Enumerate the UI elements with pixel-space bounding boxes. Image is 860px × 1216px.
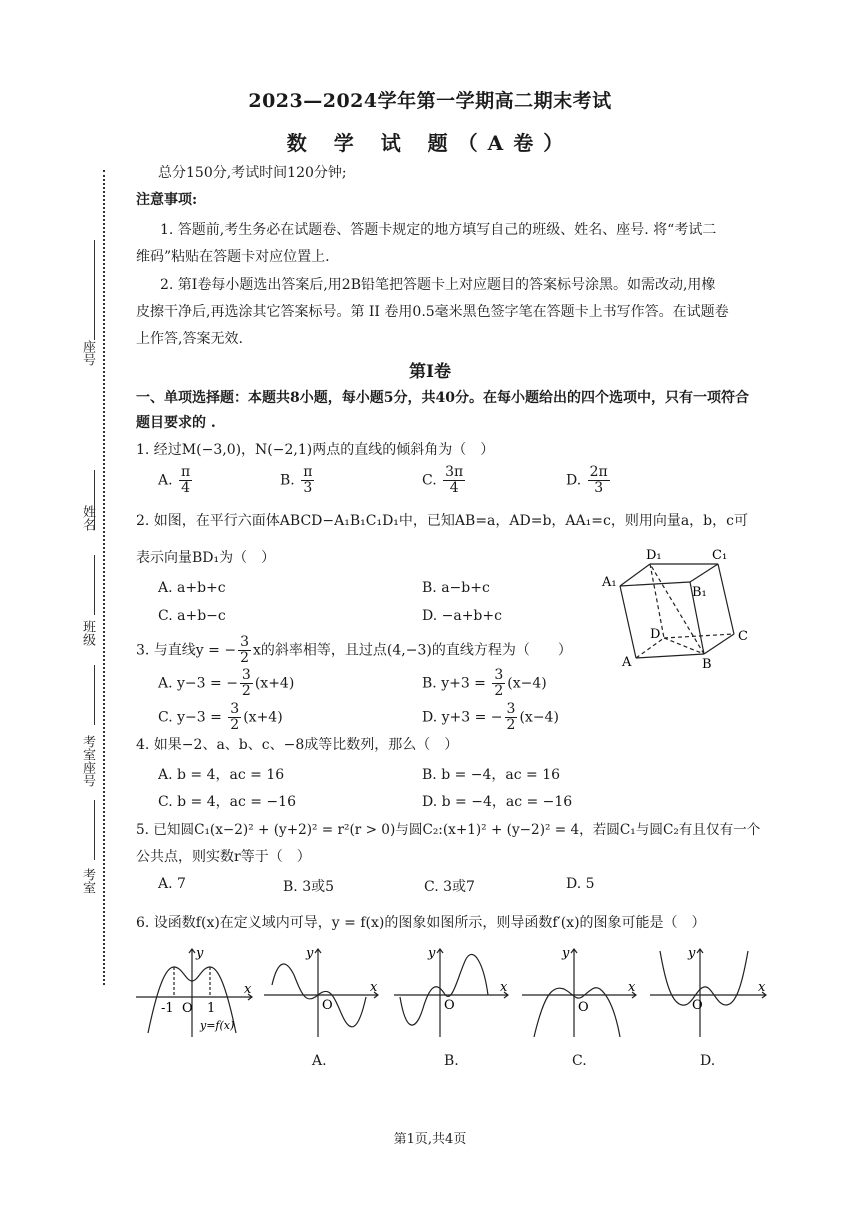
q4-option-a: A. b = 4，ac = 16 <box>158 767 285 783</box>
parallelepiped-figure <box>598 546 758 676</box>
notice-heading: 注意事项: <box>136 192 198 208</box>
q2-option-b: B. a−b+c <box>422 580 490 596</box>
notice-item2-line1: 2. 第Ⅰ卷每小题选出答案后,用2B铅笔把答题卡上对应题目的答案标号涂黑。如需改动,用橡 <box>160 277 716 293</box>
notice-item1-line2: 维码”粘贴在答题卡对应位置上. <box>136 249 330 265</box>
graph-c-y-axis-label: y <box>562 946 570 961</box>
label-a1: A₁ <box>602 575 617 590</box>
seat-no-underline <box>94 240 95 340</box>
q5-option-d: D. 5 <box>566 876 595 892</box>
q1-option-c: C. $\frac{3\pi}{4}$ <box>422 464 464 496</box>
total-info: 总分150分,考试时间120分钟; <box>158 165 347 181</box>
label-d: D <box>650 627 661 642</box>
q2-option-c: C. a+b−c <box>158 608 226 624</box>
label-b1: B₁ <box>692 585 707 600</box>
q5-stem-line1: 5. 已知圆C₁(x−2)² + (y+2)² = r²(r > 0)与圆C₂:(x+1)² + (y−2)² = 4，若圆C₁与圆C₂有且仅有一个 <box>136 822 761 838</box>
graph-c-x-axis-label: x <box>628 980 636 995</box>
graph-b-origin: O <box>444 998 455 1013</box>
sidebar-room-seat-label: 考室座号 <box>80 735 95 787</box>
graph-b-y-axis-label: y <box>428 946 436 961</box>
graph-f-origin: O <box>182 1001 193 1016</box>
room-underline <box>94 800 95 860</box>
q6-stem: 6. 设函数f(x)在定义域内可导，y = f(x)的图象如图所示，则导函数f′(x)的图象可能是（ ） <box>136 915 706 931</box>
label-c1: C₁ <box>712 548 728 563</box>
q3-option-b: B. y+3 = $\frac{3}{2}$ (x−4) <box>422 667 547 699</box>
q2-option-d: D. −a+b+c <box>422 608 502 624</box>
label-d1: D₁ <box>646 548 662 563</box>
sidebar-name-label: 姓名 <box>80 505 95 531</box>
q5-option-a: A. 7 <box>158 876 186 892</box>
q4-stem: 4. 如果−2、a、b、c、−8成等比数列，那么（ ） <box>136 737 459 753</box>
graph-option-b <box>392 945 512 1040</box>
graph-a-origin: O <box>322 998 333 1013</box>
graph-d-origin: O <box>692 998 703 1013</box>
q4-option-b: B. b = −4，ac = 16 <box>422 767 561 783</box>
q2-stem-line1: 2. 如图，在平行六面体ABCD−A₁B₁C₁D₁中，已知AB=a，AD=b，AA₁=c，则用向量a，b，c可 <box>136 513 748 529</box>
graph-f-x-axis-label: x <box>244 982 252 997</box>
q2-stem-line2: 表示向量BD₁为（ ） <box>136 550 276 566</box>
sidebar-room-label: 考室 <box>80 868 95 894</box>
graph-option-d <box>648 945 770 1040</box>
q5-stem-line2: 公共点，则实数r等于（ ） <box>136 849 311 865</box>
graph-f-x <box>136 945 256 1040</box>
q6-option-a-label: A. <box>312 1053 327 1069</box>
graph-c-origin: O <box>578 1000 589 1015</box>
q3-option-a: A. y−3 = − $\frac{3}{2}$ (x+4) <box>158 667 295 699</box>
graph-f-neg-one: -1 <box>161 1001 174 1016</box>
q3-option-d: D. y+3 = − $\frac{3}{2}$ (x−4) <box>422 701 559 733</box>
graph-a-y-axis-label: y <box>306 946 314 961</box>
section-title: 第Ⅰ卷 <box>409 362 451 382</box>
q2-option-a: A. a+b+c <box>158 580 226 596</box>
label-b: B <box>702 657 712 672</box>
page-number: 第1页,共4页 <box>393 1132 467 1147</box>
q1-stem: 1. 经过M(−3,0)，N(−2,1)两点的直线的倾斜角为（ ） <box>136 442 495 458</box>
label-a: A <box>622 655 632 670</box>
q4-option-d: D. b = −4，ac = −16 <box>422 794 573 810</box>
section-instruction-line2: 题目要求的 . <box>136 415 216 431</box>
paper-title: 数 学 试 题（A卷） <box>286 131 574 155</box>
q3-option-c: C. y−3 = $\frac{3}{2}$ (x+4) <box>158 701 283 733</box>
q3-stem: 3. 与直线y = − $\frac{3}{2}$ x的斜率相等，且过点(4,−3)的直线方程为（ ） <box>136 634 572 666</box>
graph-f-label: y=f(x) <box>200 1019 235 1032</box>
class-underline <box>94 555 95 615</box>
binding-dotted-line <box>103 170 105 985</box>
notice-item1-line1: 1. 答题前,考生务必在试题卷、答题卡规定的地方填写自己的班级、姓名、座号. 将“考试二 <box>160 222 717 238</box>
exam-title: 2023—2024学年第一学期高二期末考试 <box>248 90 612 112</box>
graph-d-x-axis-label: x <box>758 980 766 995</box>
sidebar-class-label: 班级 <box>80 620 95 646</box>
q1-option-a: A. $\frac{\pi}{4}$ <box>158 464 191 496</box>
label-c: C <box>738 629 748 644</box>
section-instruction-line1: 一、单项选择题：本题共8小题，每小题5分，共40分。在每小题给出的四个选项中，只有一项符合 <box>136 390 749 406</box>
graph-f-y-axis-label: y <box>196 946 204 961</box>
graph-option-c <box>520 945 640 1040</box>
sidebar-seat-no-label: 座号 <box>80 340 95 366</box>
room-seat-underline <box>94 665 95 725</box>
graph-f-one: 1 <box>207 1001 216 1016</box>
q1-option-d: D. $\frac{2\pi}{3}$ <box>566 464 608 496</box>
q6-option-c-label: C. <box>572 1053 587 1069</box>
notice-item2-line2: 皮擦干净后,再选涂其它答案标号。第 II 卷用0.5毫米黑色签字笔在答题卡上书写作答。在试题卷 <box>136 304 729 320</box>
q6-option-b-label: B. <box>444 1053 459 1069</box>
q4-option-c: C. b = 4，ac = −16 <box>158 794 296 810</box>
q6-option-d-label: D. <box>700 1053 716 1069</box>
q5-option-c: C. 3或7 <box>424 879 475 895</box>
q1-option-b: B. $\frac{\pi}{3}$ <box>280 464 313 496</box>
graph-option-a <box>262 945 382 1040</box>
notice-item2-line3: 上作答,答案无效. <box>136 331 243 347</box>
graph-a-x-axis-label: x <box>370 980 378 995</box>
graph-d-y-axis-label: y <box>688 946 696 961</box>
graph-b-x-axis-label: x <box>500 980 508 995</box>
q5-option-b: B. 3或5 <box>283 879 335 895</box>
